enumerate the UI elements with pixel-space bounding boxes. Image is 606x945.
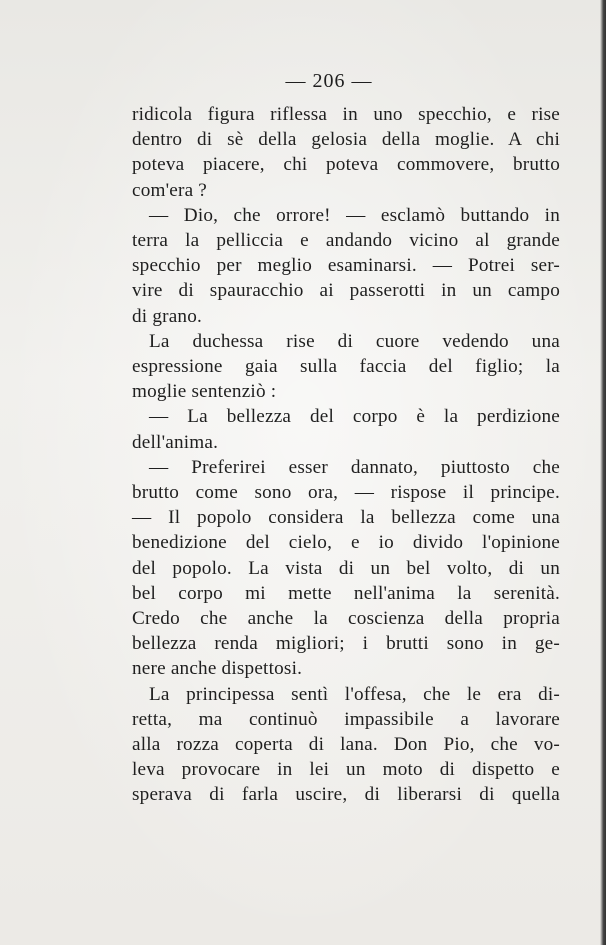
text-line: bel corpo mi mette nell'anima la serenità. [132,582,560,604]
text-line: sperava di farla uscire, di liberarsi di quella [132,784,560,806]
text-line: del popolo. La vista di un bel volto, di un [132,557,560,579]
text-line: La principessa sentì l'offesa, che le era di- [149,683,560,705]
page-edge-shadow [600,0,606,945]
text-line: dell'anima. [132,431,219,453]
text-line: leva provocare in lei un moto di dispetto e [132,759,560,781]
text-line: ridicola figura riflessa in uno specchio, e rise [132,104,560,125]
text-line: retta, ma continuò impassibile a lavorare [132,708,560,730]
text-line: brutto come sono ora, — rispose il principe. [132,482,560,504]
text-line: moglie sentenziò : [132,381,277,403]
text-line: — Preferirei esser dannato, piuttosto che [149,456,560,478]
text-line: La duchessa rise di cuore vedendo una [149,330,560,352]
text-line: — Il popolo considera la bellezza come una [132,507,560,529]
body-text [132,102,560,808]
page-number: — 206 — [285,70,373,92]
text-line: alla rozza coperta di lana. Don Pio, che vo- [132,734,560,756]
text-line: — Dio, che orrore! — esclamò buttando in [149,204,560,226]
text-line: — La bellezza del corpo è la perdizione [149,406,560,428]
text-line: di grano. [132,305,203,327]
text-line: com'era ? [132,179,208,201]
text-line: benedizione del cielo, e io divido l'opinione [132,532,560,554]
text-line: vire di spauracchio ai passerotti in un campo [132,280,560,302]
text-line: poteva piacere, chi poteva commovere, brutto [132,154,560,176]
text-line: terra la pelliccia e andando vicino al grande [132,230,560,252]
text-line: specchio per meglio esaminarsi. — Potrei ser- [132,255,560,277]
text-line: nere anche dispettosi. [132,658,303,680]
text-line: espressione gaia sulla faccia del figlio; la [132,356,560,378]
text-line: bellezza renda migliori; i brutti sono in ge- [132,633,560,655]
text-line: Credo che anche la coscienza della propria [132,608,560,630]
text-line: dentro di sè della gelosia della moglie. A chi [132,129,560,151]
